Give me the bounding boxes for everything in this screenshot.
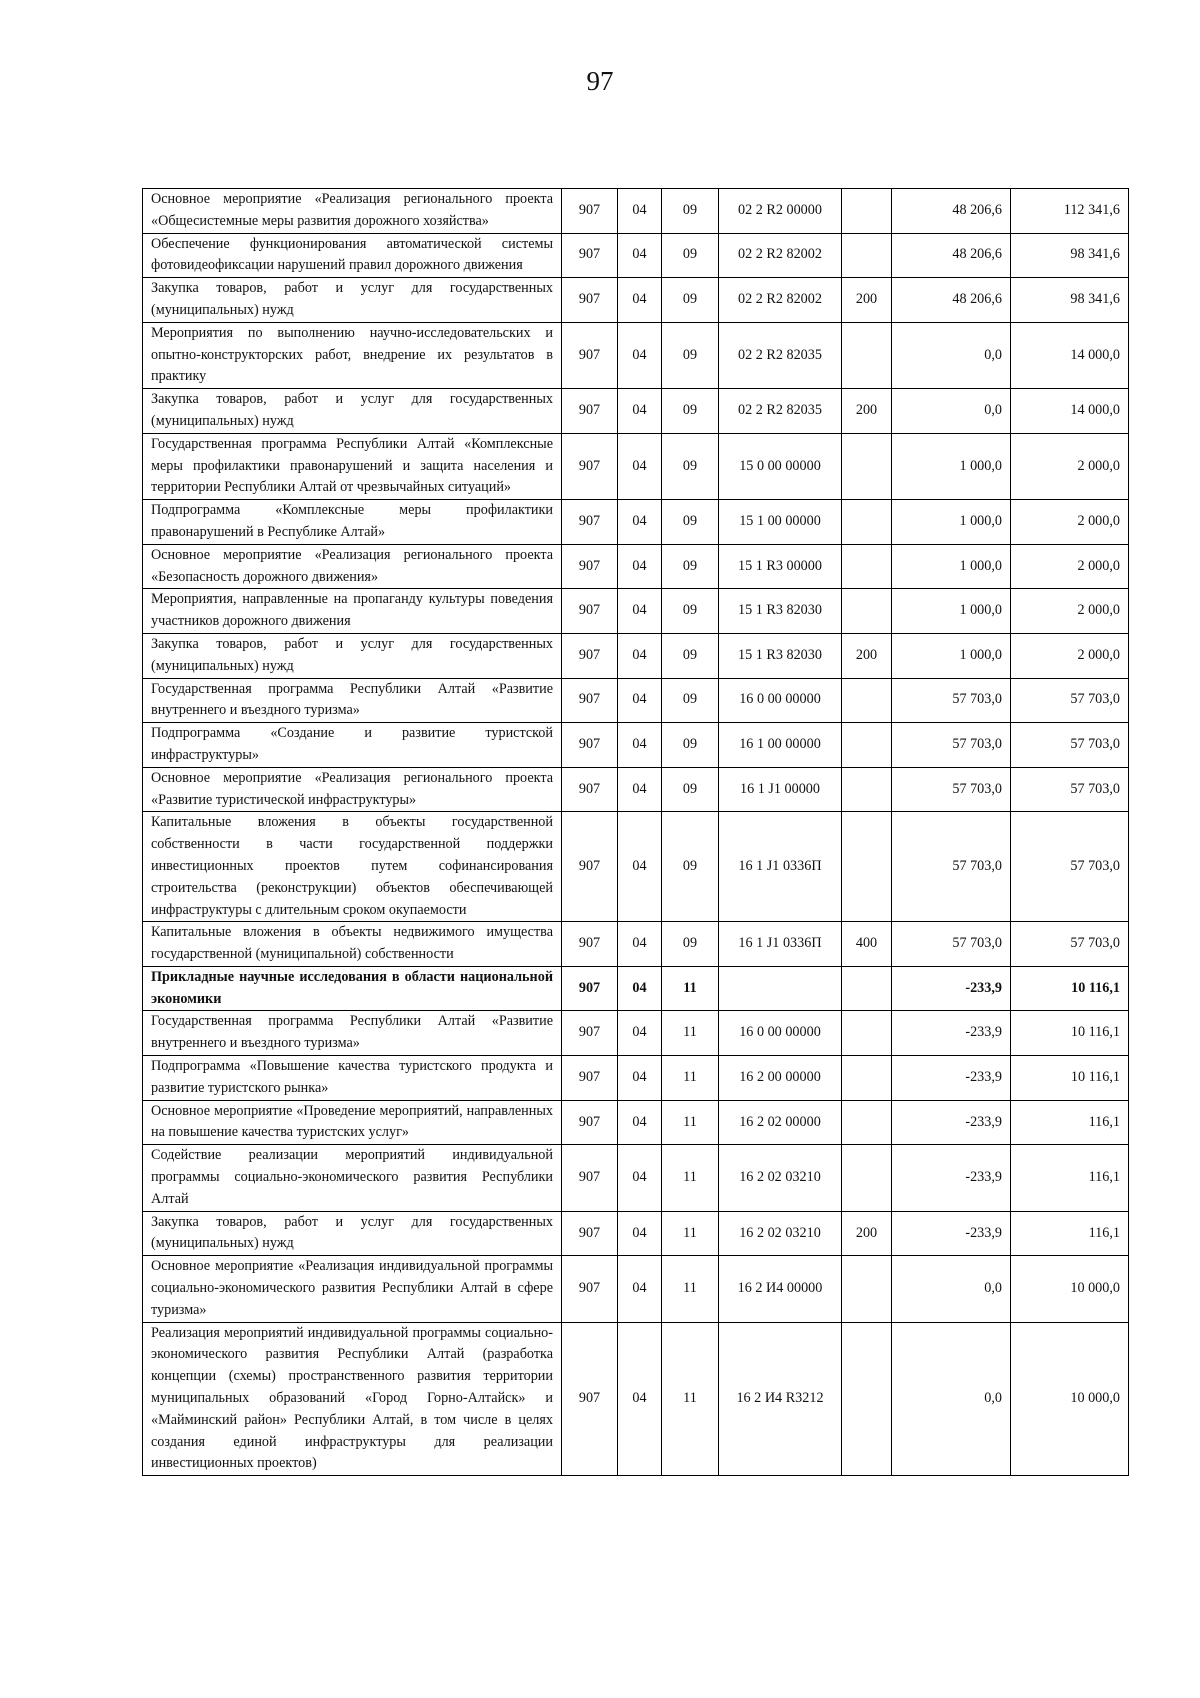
- cell-ministry-code: 907: [562, 1011, 618, 1056]
- cell-target-article: 16 0 00 00000: [719, 1011, 842, 1056]
- cell-ministry-code: 907: [562, 922, 618, 967]
- cell-target-article: 02 2 R2 82002: [719, 278, 842, 323]
- cell-subsection: 09: [662, 589, 719, 634]
- cell-expense-type: [842, 233, 892, 278]
- cell-target-article: 16 2 И4 R3212: [719, 1322, 842, 1476]
- cell-ministry-code: 907: [562, 1211, 618, 1256]
- cell-target-article: 02 2 R2 82035: [719, 389, 842, 434]
- cell-subsection: 09: [662, 500, 719, 545]
- cell-expense-type: 400: [842, 922, 892, 967]
- table-row: [143, 1145, 1129, 1211]
- table-row: [143, 767, 1129, 812]
- table-row: [143, 500, 1129, 545]
- cell-amount-1: -233,9: [892, 1100, 1011, 1145]
- cell-amount-1: 48 206,6: [892, 189, 1011, 234]
- cell-section: 04: [618, 433, 662, 499]
- cell-amount-2: 57 703,0: [1011, 812, 1129, 922]
- cell-amount-1: 1 000,0: [892, 500, 1011, 545]
- table-row: [143, 544, 1129, 589]
- table-row: [143, 633, 1129, 678]
- cell-target-article: 16 2 02 03210: [719, 1211, 842, 1256]
- cell-target-article: 16 1 00 00000: [719, 723, 842, 768]
- cell-amount-2: 2 000,0: [1011, 589, 1129, 634]
- table-row: [143, 433, 1129, 499]
- cell-amount-1: 0,0: [892, 1322, 1011, 1476]
- cell-section: 04: [618, 812, 662, 922]
- cell-subsection: 09: [662, 389, 719, 434]
- cell-amount-2: 14 000,0: [1011, 322, 1129, 388]
- cell-description: Закупка товаров, работ и услуг для государственных (муниципальных) нужд: [143, 278, 562, 323]
- cell-amount-1: -233,9: [892, 1056, 1011, 1101]
- table-row: [143, 1322, 1129, 1476]
- cell-description: Закупка товаров, работ и услуг для государственных (муниципальных) нужд: [143, 389, 562, 434]
- cell-amount-1: 0,0: [892, 322, 1011, 388]
- cell-subsection: 11: [662, 1211, 719, 1256]
- table-row: [143, 1056, 1129, 1101]
- table-row: [143, 922, 1129, 967]
- cell-subsection: 11: [662, 1056, 719, 1101]
- table-row: [143, 189, 1129, 234]
- cell-expense-type: [842, 812, 892, 922]
- cell-description: Государственная программа Республики Алтай «Развитие внутреннего и въездного туризма»: [143, 1011, 562, 1056]
- cell-subsection: 11: [662, 1011, 719, 1056]
- cell-amount-1: 57 703,0: [892, 723, 1011, 768]
- cell-ministry-code: 907: [562, 1145, 618, 1211]
- cell-expense-type: [842, 589, 892, 634]
- cell-section: 04: [618, 1145, 662, 1211]
- cell-section: 04: [618, 1211, 662, 1256]
- cell-ministry-code: 907: [562, 1256, 618, 1322]
- cell-section: 04: [618, 544, 662, 589]
- cell-subsection: 09: [662, 767, 719, 812]
- cell-target-article: 02 2 R2 82035: [719, 322, 842, 388]
- cell-amount-2: 2 000,0: [1011, 433, 1129, 499]
- table-row: [143, 1256, 1129, 1322]
- cell-amount-1: 57 703,0: [892, 812, 1011, 922]
- cell-amount-1: 1 000,0: [892, 633, 1011, 678]
- cell-amount-2: 116,1: [1011, 1100, 1129, 1145]
- cell-subsection: 09: [662, 322, 719, 388]
- table-row: [143, 812, 1129, 922]
- cell-section: 04: [618, 767, 662, 812]
- cell-expense-type: [842, 1256, 892, 1322]
- table-row: [143, 589, 1129, 634]
- cell-description: Содействие реализации мероприятий индивидуальной программы социально-экономического развития Республики Алтай: [143, 1145, 562, 1211]
- cell-amount-2: 116,1: [1011, 1211, 1129, 1256]
- cell-description: Основное мероприятие «Реализация регионального проекта «Общесистемные меры развития дорожного хозяйства»: [143, 189, 562, 234]
- cell-expense-type: 200: [842, 389, 892, 434]
- cell-subsection: 09: [662, 678, 719, 723]
- cell-expense-type: [842, 322, 892, 388]
- cell-section: 04: [618, 723, 662, 768]
- cell-amount-1: -233,9: [892, 1011, 1011, 1056]
- cell-ministry-code: 907: [562, 678, 618, 723]
- cell-expense-type: [842, 1100, 892, 1145]
- cell-target-article: 15 1 00 00000: [719, 500, 842, 545]
- cell-subsection: 11: [662, 1100, 719, 1145]
- cell-subsection: 09: [662, 544, 719, 589]
- cell-description: Государственная программа Республики Алтай «Комплексные меры профилактики правонарушений и защита населения и территории Республики Алтай от чрезвычайных ситуаций»: [143, 433, 562, 499]
- cell-section: 04: [618, 233, 662, 278]
- cell-ministry-code: 907: [562, 633, 618, 678]
- table-row: [143, 389, 1129, 434]
- cell-amount-1: 1 000,0: [892, 589, 1011, 634]
- table-row: [143, 278, 1129, 323]
- cell-ministry-code: 907: [562, 278, 618, 323]
- cell-target-article: 16 1 J1 0336П: [719, 922, 842, 967]
- cell-expense-type: [842, 1056, 892, 1101]
- cell-section: 04: [618, 1056, 662, 1101]
- cell-target-article: 15 1 R3 00000: [719, 544, 842, 589]
- cell-amount-1: 57 703,0: [892, 767, 1011, 812]
- cell-amount-2: 57 703,0: [1011, 922, 1129, 967]
- cell-amount-2: 10 000,0: [1011, 1256, 1129, 1322]
- cell-section: 04: [618, 389, 662, 434]
- cell-section: 04: [618, 589, 662, 634]
- cell-section: 04: [618, 189, 662, 234]
- cell-amount-1: 0,0: [892, 389, 1011, 434]
- cell-ministry-code: 907: [562, 389, 618, 434]
- cell-subsection: 11: [662, 966, 719, 1011]
- table-row: [143, 1100, 1129, 1145]
- cell-subsection: 09: [662, 723, 719, 768]
- cell-target-article: 16 2 И4 00000: [719, 1256, 842, 1322]
- cell-section: 04: [618, 1322, 662, 1476]
- cell-amount-2: 10 116,1: [1011, 1011, 1129, 1056]
- cell-subsection: 09: [662, 189, 719, 234]
- cell-amount-2: 98 341,6: [1011, 233, 1129, 278]
- cell-ministry-code: 907: [562, 966, 618, 1011]
- cell-target-article: 15 0 00 00000: [719, 433, 842, 499]
- cell-section: 04: [618, 322, 662, 388]
- cell-section: 04: [618, 1011, 662, 1056]
- cell-description: Капитальные вложения в объекты недвижимого имущества государственной (муниципальной) собственности: [143, 922, 562, 967]
- cell-subsection: 09: [662, 812, 719, 922]
- cell-amount-2: 112 341,6: [1011, 189, 1129, 234]
- cell-target-article: 02 2 R2 82002: [719, 233, 842, 278]
- cell-amount-2: 2 000,0: [1011, 633, 1129, 678]
- cell-subsection: 09: [662, 233, 719, 278]
- cell-description: Подпрограмма «Комплексные меры профилактики правонарушений в Республике Алтай»: [143, 500, 562, 545]
- cell-ministry-code: 907: [562, 1100, 618, 1145]
- cell-subsection: 09: [662, 633, 719, 678]
- cell-amount-2: 57 703,0: [1011, 678, 1129, 723]
- cell-expense-type: [842, 966, 892, 1011]
- cell-amount-1: -233,9: [892, 1211, 1011, 1256]
- cell-ministry-code: 907: [562, 322, 618, 388]
- table-row: [143, 233, 1129, 278]
- cell-description: Основное мероприятие «Реализация регионального проекта «Безопасность дорожного движения»: [143, 544, 562, 589]
- cell-amount-1: -233,9: [892, 1145, 1011, 1211]
- cell-amount-1: 57 703,0: [892, 678, 1011, 723]
- cell-amount-2: 14 000,0: [1011, 389, 1129, 434]
- cell-section: 04: [618, 678, 662, 723]
- cell-subsection: 11: [662, 1145, 719, 1211]
- cell-description: Мероприятия по выполнению научно-исследовательских и опытно-конструкторских работ, внедрение их результатов в практику: [143, 322, 562, 388]
- cell-description: Капитальные вложения в объекты государственной собственности в части государственной поддержки инвестиционных проектов путем софинансирования строительства (реконструкции) объектов обеспечивающей инфраструктуры с длительным сроком окупаемости: [143, 812, 562, 922]
- cell-section: 04: [618, 278, 662, 323]
- cell-description: Подпрограмма «Создание и развитие туристской инфраструктуры»: [143, 723, 562, 768]
- cell-amount-2: 10 116,1: [1011, 966, 1129, 1011]
- cell-target-article: 02 2 R2 00000: [719, 189, 842, 234]
- cell-ministry-code: 907: [562, 589, 618, 634]
- cell-ministry-code: 907: [562, 189, 618, 234]
- cell-subsection: 11: [662, 1256, 719, 1322]
- cell-ministry-code: 907: [562, 767, 618, 812]
- cell-amount-1: 0,0: [892, 1256, 1011, 1322]
- cell-target-article: 16 0 00 00000: [719, 678, 842, 723]
- cell-amount-2: 10 116,1: [1011, 1056, 1129, 1101]
- cell-expense-type: [842, 544, 892, 589]
- cell-ministry-code: 907: [562, 812, 618, 922]
- cell-description: Прикладные научные исследования в области национальной экономики: [143, 966, 562, 1011]
- cell-target-article: 16 1 J1 00000: [719, 767, 842, 812]
- table-row: [143, 1211, 1129, 1256]
- cell-expense-type: [842, 433, 892, 499]
- cell-subsection: 09: [662, 278, 719, 323]
- cell-amount-2: 98 341,6: [1011, 278, 1129, 323]
- cell-description: Государственная программа Республики Алтай «Развитие внутреннего и въездного туризма»: [143, 678, 562, 723]
- cell-ministry-code: 907: [562, 500, 618, 545]
- cell-subsection: 11: [662, 1322, 719, 1476]
- cell-ministry-code: 907: [562, 723, 618, 768]
- cell-subsection: 09: [662, 922, 719, 967]
- cell-description: Основное мероприятие «Проведение мероприятий, направленных на повышение качества туристских услуг»: [143, 1100, 562, 1145]
- page-number: 97: [586, 66, 614, 96]
- cell-expense-type: 200: [842, 278, 892, 323]
- cell-expense-type: 200: [842, 1211, 892, 1256]
- cell-amount-2: 116,1: [1011, 1145, 1129, 1211]
- cell-amount-2: 57 703,0: [1011, 723, 1129, 768]
- cell-target-article: 16 1 J1 0336П: [719, 812, 842, 922]
- cell-section: 04: [618, 500, 662, 545]
- cell-target-article: 15 1 R3 82030: [719, 589, 842, 634]
- cell-amount-1: 1 000,0: [892, 433, 1011, 499]
- cell-section: 04: [618, 922, 662, 967]
- cell-amount-2: 2 000,0: [1011, 500, 1129, 545]
- cell-amount-1: 57 703,0: [892, 922, 1011, 967]
- cell-expense-type: [842, 500, 892, 545]
- cell-description: Основное мероприятие «Реализация индивидуальной программы социально-экономического развития Республики Алтай в сфере туризма»: [143, 1256, 562, 1322]
- cell-expense-type: 200: [842, 633, 892, 678]
- cell-amount-1: 1 000,0: [892, 544, 1011, 589]
- cell-section: 04: [618, 633, 662, 678]
- cell-expense-type: [842, 767, 892, 812]
- cell-section: 04: [618, 1256, 662, 1322]
- cell-section: 04: [618, 966, 662, 1011]
- table-row: [143, 1011, 1129, 1056]
- table-row: [143, 678, 1129, 723]
- cell-ministry-code: 907: [562, 1056, 618, 1101]
- cell-target-article: 15 1 R3 82030: [719, 633, 842, 678]
- cell-description: Основное мероприятие «Реализация регионального проекта «Развитие туристической инфраструктуры»: [143, 767, 562, 812]
- cell-amount-2: 10 000,0: [1011, 1322, 1129, 1476]
- cell-amount-2: 2 000,0: [1011, 544, 1129, 589]
- cell-ministry-code: 907: [562, 433, 618, 499]
- budget-table-body: [143, 189, 1129, 1476]
- cell-expense-type: [842, 1145, 892, 1211]
- cell-ministry-code: 907: [562, 1322, 618, 1476]
- cell-expense-type: [842, 189, 892, 234]
- table-row: [143, 966, 1129, 1011]
- cell-expense-type: [842, 723, 892, 768]
- table-row: [143, 322, 1129, 388]
- cell-description: Закупка товаров, работ и услуг для государственных (муниципальных) нужд: [143, 1211, 562, 1256]
- cell-target-article: 16 2 02 00000: [719, 1100, 842, 1145]
- cell-target-article: 16 2 00 00000: [719, 1056, 842, 1101]
- cell-description: Мероприятия, направленные на пропаганду культуры поведения участников дорожного движения: [143, 589, 562, 634]
- cell-target-article: [719, 966, 842, 1011]
- cell-description: Реализация мероприятий индивидуальной программы социально-экономического развития Республики Алтай (разработка концепции (схемы) пространственного развития территории муниципальных образований «Город Горно-Алтайск» и «Майминский район» Республики Алтай, в том числе в целях создания единой инфраструктуры для реализации инвестиционных проектов): [143, 1322, 562, 1476]
- cell-description: Обеспечение функционирования автоматической системы фотовидеофиксации нарушений правил дорожного движения: [143, 233, 562, 278]
- cell-expense-type: [842, 678, 892, 723]
- cell-subsection: 09: [662, 433, 719, 499]
- table-row: [143, 723, 1129, 768]
- cell-ministry-code: 907: [562, 544, 618, 589]
- cell-amount-1: -233,9: [892, 966, 1011, 1011]
- cell-amount-2: 57 703,0: [1011, 767, 1129, 812]
- cell-description: Закупка товаров, работ и услуг для государственных (муниципальных) нужд: [143, 633, 562, 678]
- cell-target-article: 16 2 02 03210: [719, 1145, 842, 1211]
- cell-ministry-code: 907: [562, 233, 618, 278]
- cell-amount-1: 48 206,6: [892, 278, 1011, 323]
- cell-description: Подпрограмма «Повышение качества туристского продукта и развитие туристского рынка»: [143, 1056, 562, 1101]
- cell-section: 04: [618, 1100, 662, 1145]
- cell-amount-1: 48 206,6: [892, 233, 1011, 278]
- budget-table: [142, 188, 1129, 1476]
- cell-expense-type: [842, 1011, 892, 1056]
- cell-expense-type: [842, 1322, 892, 1476]
